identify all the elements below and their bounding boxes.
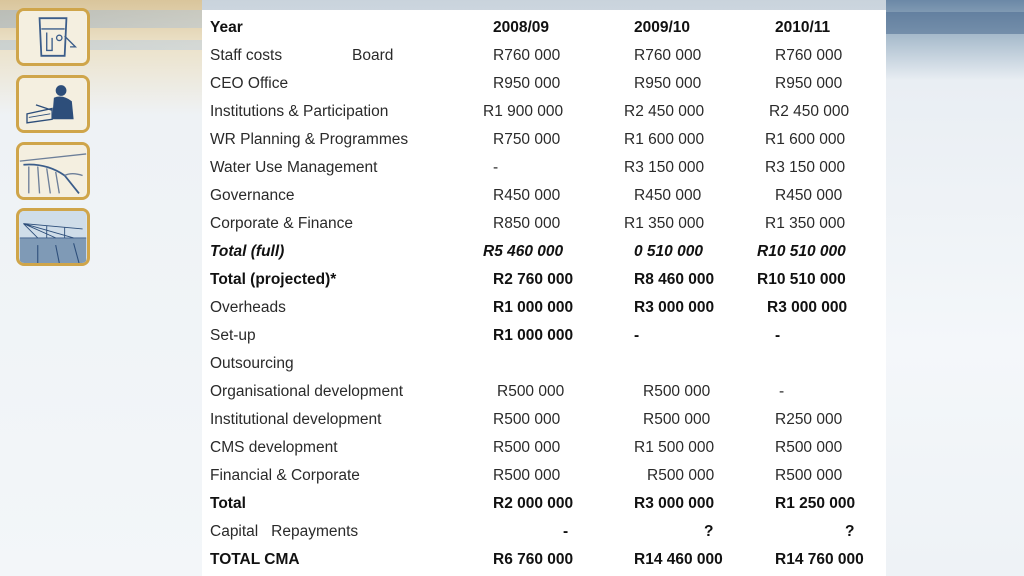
cell-2009-10: R3 150 000 [624,159,705,176]
cell-2008-09: R6 760 000 [493,551,574,568]
cell-2010-11: R1 250 000 [775,495,856,512]
header-2009-10: 2009/10 [634,19,691,36]
cell-2008-09: R1 000 000 [493,299,574,316]
dam-spillway-icon [16,142,90,200]
row-label: Staff costs [210,47,283,64]
row-label: Institutional development [210,411,382,428]
table-row-section [202,350,886,378]
row-label: Total (full) [210,243,285,260]
cell-2008-09: R500 000 [497,383,565,400]
cell-2009-10: R1 350 000 [624,215,705,232]
cell-2008-09: R950 000 [493,75,561,92]
worker-at-desk-icon [16,75,90,133]
cell-2010-11: ? [845,523,855,540]
cell-2008-09: R1 900 000 [483,103,564,120]
row-label: Capital Repayments [210,523,359,540]
table-row-total-full [202,238,886,266]
cell-2009-10: R1 500 000 [634,439,715,456]
row-label: Total (projected)* [210,271,337,288]
cell-2008-09: R2 000 000 [493,495,574,512]
row-label: Total [210,495,246,512]
cell-2008-09: R5 460 000 [483,243,564,260]
table-row [202,126,886,154]
cell-2008-09: R750 000 [493,131,561,148]
row-label: Corporate & Finance [210,215,354,232]
cell-2010-11: R1 600 000 [765,131,846,148]
cell-2008-09: R2 760 000 [493,271,574,288]
cell-2008-09: R500 000 [493,467,561,484]
cell-2010-11: R10 510 000 [757,243,846,260]
cell-2010-11: R760 000 [775,47,843,64]
cell-2009-10: R500 000 [643,383,711,400]
cell-2009-10: R2 450 000 [624,103,705,120]
water-tower-icon [16,8,90,66]
irrigation-pivot-icon [16,208,90,266]
cell-2010-11: R500 000 [775,439,843,456]
table-row [202,518,886,546]
row-label: Set-up [210,327,256,344]
table-row [202,70,886,98]
cell-2010-11: R450 000 [775,187,843,204]
table-row [202,98,886,126]
cell-2010-11: - [779,383,785,400]
cell-2009-10: R3 000 000 [634,495,715,512]
row-label: Organisational development [210,383,404,400]
cell-2010-11: R3 000 000 [767,299,848,316]
header-year-label: Year [210,19,243,36]
table-row [202,406,886,434]
cell-2010-11: R10 510 000 [757,271,846,288]
cell-2009-10: 0 510 000 [634,243,703,260]
cell-2010-11: R500 000 [775,467,843,484]
cell-2009-10: ? [704,523,714,540]
table-row [202,182,886,210]
cell-2009-10: R950 000 [634,75,702,92]
cell-2010-11: R14 760 000 [775,551,864,568]
table-row-total-projected [202,266,886,294]
cell-2009-10: R450 000 [634,187,702,204]
header-2010-11: 2010/11 [775,19,831,36]
row-label: Financial & Corporate [210,467,360,484]
cell-2008-09: R850 000 [493,215,561,232]
row-label: Overheads [210,299,286,316]
header-2008-09: 2008/09 [493,19,550,36]
cell-2009-10: R8 460 000 [634,271,715,288]
cell-2008-09: R450 000 [493,187,561,204]
cell-2010-11: - [775,327,781,344]
cell-2009-10: R760 000 [634,47,702,64]
cell-2010-11: R3 150 000 [765,159,846,176]
row-label: Institutions & Participation [210,103,389,120]
cell-2009-10: R3 000 000 [634,299,715,316]
cell-2010-11: R1 350 000 [765,215,846,232]
cell-2008-09: - [493,159,499,176]
cell-2008-09: R500 000 [493,439,561,456]
table-row [202,154,886,182]
row-label: Water Use Management [210,159,378,176]
cell-2010-11: R950 000 [775,75,843,92]
table-row [202,210,886,238]
cell-2009-10: R500 000 [643,411,711,428]
row-sublabel: Board [352,47,394,64]
cell-2008-09: R500 000 [493,411,561,428]
cell-2009-10: R1 600 000 [624,131,705,148]
cell-2008-09: R1 000 000 [493,327,574,344]
table-row [202,42,886,70]
row-label: Governance [210,187,295,204]
cell-2010-11: R2 450 000 [769,103,850,120]
right-decor-band [886,0,1024,576]
table-row [202,378,886,406]
cell-2008-09: - [563,523,569,540]
table-row-grand-total [202,546,886,574]
cell-2008-09: R760 000 [493,47,561,64]
budget-table [202,10,886,576]
table-row [202,322,886,350]
table-row [202,294,886,322]
row-label: TOTAL CMA [210,551,300,568]
row-label: CEO Office [210,75,289,92]
cell-2009-10: R500 000 [647,467,715,484]
table-header [202,14,886,42]
row-label: Outsourcing [210,355,294,372]
table-row-total [202,490,886,518]
cell-2009-10: - [634,327,640,344]
row-label: CMS development [210,439,338,456]
table-row [202,434,886,462]
cell-2010-11: R250 000 [775,411,843,428]
row-label: WR Planning & Programmes [210,131,409,148]
table-row [202,462,886,490]
cell-2009-10: R14 460 000 [634,551,723,568]
